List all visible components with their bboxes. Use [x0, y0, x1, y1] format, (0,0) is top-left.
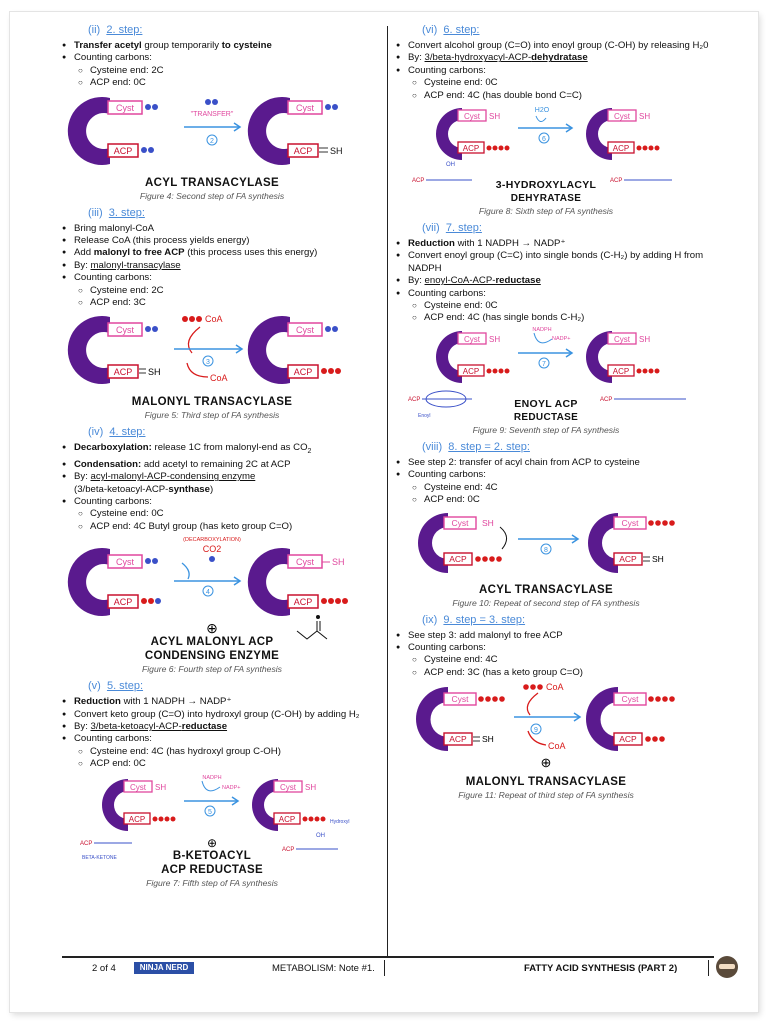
bullet: ● See step 2: transfer of acyl chain from ACP to cysteine: [396, 457, 716, 469]
enzyme-name-line2: ACP REDUCTASE: [161, 863, 263, 876]
figure-caption: Figure 4: Second step of FA synthesis: [139, 190, 285, 201]
svg-text:SH: SH: [305, 782, 317, 792]
page-footer: [62, 956, 714, 978]
svg-text:7: 7: [542, 360, 546, 368]
enzyme-name: ACYL TRANSACYLASE: [479, 583, 613, 596]
bullet: ● See step 3: add malonyl to free ACP: [396, 630, 716, 642]
bullet: ● Convert alcohol group (C=O) into enoyl group (C-OH) by releasing H₂0: [396, 40, 716, 52]
bullet: ● Reduction with 1 NADPH → NADP⁺: [62, 696, 382, 708]
svg-text:Enoyl: Enoyl: [418, 412, 431, 419]
svg-text:ACP: ACP: [610, 178, 623, 185]
cyst-label: Cyst: [116, 102, 134, 113]
svg-text:Cyst: Cyst: [116, 557, 134, 568]
svg-text:3: 3: [206, 359, 210, 367]
bullet: ● Counting carbons:: [62, 733, 382, 745]
svg-text:SH: SH: [482, 517, 494, 528]
svg-text:ACP: ACP: [408, 396, 421, 403]
enzyme-name: ACYL TRANSACYLASE: [145, 176, 279, 189]
svg-text:ACP: ACP: [619, 553, 637, 564]
step-8-section: [396, 441, 716, 608]
svg-text:H2O: H2O: [534, 107, 550, 115]
enzyme-name: MALONYL TRANSACYLASE: [131, 396, 293, 409]
svg-text:NADP+: NADP+: [552, 335, 571, 342]
svg-text:NADPH: NADPH: [202, 774, 222, 781]
figure-caption: Figure 5: Third step of FA synthesis: [144, 410, 280, 421]
sub-bullet: ○ ACP end: 3C: [62, 297, 382, 309]
figure-caption: Figure 11: Repeat of third step of FA synthesis: [458, 790, 634, 801]
step-circle-number: 2: [210, 137, 214, 145]
reaction-diagram: [396, 509, 696, 575]
figure-caption: Figure 9: Seventh step of FA synthesis: [472, 424, 620, 435]
svg-text:OH: OH: [316, 832, 325, 839]
svg-text:(DECARBOXYLATION): (DECARBOXYLATION): [183, 537, 241, 544]
svg-text:Cyst: Cyst: [621, 517, 639, 528]
figure-step-4: [62, 535, 362, 674]
svg-text:5: 5: [208, 808, 212, 816]
svg-text:SH: SH: [148, 367, 161, 378]
svg-text:Cyst: Cyst: [464, 334, 480, 344]
step-bullets: [396, 238, 716, 325]
sub-bullet: ○ Cysteine end: 0C: [396, 300, 716, 312]
bullet: ● Convert enoyl group (C=C) into single bonds (C-H₂) by adding H from NADPH: [396, 250, 716, 275]
svg-text:⊕: ⊕: [206, 835, 218, 850]
step-bullets: [396, 630, 716, 680]
reaction-diagram: [396, 681, 696, 769]
step-bullets: [396, 40, 716, 102]
svg-text:⊕: ⊕: [540, 755, 552, 770]
sub-bullet: ○ ACP end: 4C (has double bond C=C): [396, 90, 716, 102]
bullet: ● Counting carbons:: [62, 496, 382, 508]
figure-step-5: [62, 773, 362, 888]
svg-text:SH: SH: [155, 782, 167, 792]
right-column: [396, 24, 716, 806]
svg-text:ACP: ACP: [619, 734, 637, 745]
left-column: [62, 24, 382, 894]
bullet: ● Convert keto group (C=O) into hydroxyl group (C-OH) by adding H₂: [62, 709, 382, 721]
svg-text:ACP: ACP: [600, 396, 613, 403]
svg-text:CoA: CoA: [210, 373, 228, 384]
svg-text:Cyst: Cyst: [116, 325, 134, 336]
svg-text:ACP: ACP: [293, 367, 313, 378]
svg-text:ACP: ACP: [293, 597, 313, 608]
step-5-section: [62, 680, 382, 887]
svg-text:ACP: ACP: [462, 144, 480, 154]
enzyme-name: ENOYL ACP: [514, 397, 578, 410]
svg-text:Cyst: Cyst: [296, 557, 314, 568]
sub-bullet: ○ Cysteine end: 0C: [396, 77, 716, 89]
bullet: ● By: acyl-malonyl-ACP-condensing enzyme (3/beta-ketoacyl-ACP-synthase): [62, 471, 382, 496]
svg-text:8: 8: [544, 546, 548, 554]
svg-text:ACP: ACP: [449, 553, 467, 564]
step-4-section: [62, 426, 382, 674]
svg-text:4: 4: [206, 589, 210, 597]
bullet: ● Counting carbons:: [62, 52, 382, 64]
step-bullets: [396, 457, 716, 507]
bullet: ● Condensation: add acetyl to remaining 2C at ACP: [62, 459, 382, 471]
svg-text:SH: SH: [652, 553, 664, 564]
svg-text:SH: SH: [639, 334, 651, 344]
svg-text:ACP: ACP: [282, 846, 295, 853]
page-number: 2 of 4: [92, 963, 116, 974]
svg-text:6: 6: [542, 136, 546, 144]
step-heading: (iii) 3. step:: [88, 206, 145, 219]
sub-bullet: ○ ACP end: 3C (has a keto group C=O): [396, 667, 716, 679]
bullet: ● Release CoA (this process yields energy): [62, 235, 382, 247]
step-heading: (iv) 4. step:: [88, 426, 146, 439]
svg-text:Cyst: Cyst: [451, 694, 469, 705]
sub-bullet: ○ ACP end: 4C (has single bonds C-H₂): [396, 312, 716, 324]
enzyme-name: MALONYL TRANSACYLASE: [465, 776, 627, 789]
bullet: ● Decarboxylation: release 1C from malonyl-end as $CO_2$: [62, 442, 382, 458]
figure-step-8: [396, 509, 696, 608]
enzyme-name: ACYL MALONYL ACP: [150, 636, 274, 649]
step-bullets: [62, 442, 382, 533]
step-6-section: [396, 24, 716, 216]
svg-text:CO2: CO2: [202, 544, 222, 555]
svg-text:SH: SH: [332, 557, 345, 568]
svg-text:ACP: ACP: [293, 145, 313, 156]
reaction-diagram: [62, 92, 362, 170]
figure-step-6: [396, 104, 696, 216]
note-label: METABOLISM: Note #1.: [272, 963, 375, 974]
svg-text:ACP: ACP: [128, 814, 146, 824]
transfer-label: "TRANSFER": [190, 110, 234, 118]
acp-label: ACP: [113, 145, 133, 156]
svg-text:SH: SH: [489, 112, 501, 122]
bullet: ● Counting carbons:: [396, 642, 716, 654]
svg-text:Cyst: Cyst: [280, 782, 296, 792]
svg-text:CoA: CoA: [546, 682, 564, 693]
enzyme-name-line2: CONDENSING ENZYME: [144, 650, 280, 663]
step-title: 2. step:: [106, 24, 143, 36]
figure-caption: Figure 7: Fifth step of FA synthesis: [146, 877, 278, 888]
enzyme-name-line2: DEHYRATASE: [510, 193, 582, 205]
svg-text:SH: SH: [639, 112, 651, 122]
bullet: ● By: 3/beta-hydroxyacyl-ACP-dehydratase: [396, 52, 716, 64]
bullet: ● Add malonyl to free ACP (this process uses this energy): [62, 247, 382, 259]
sub-bullet: ○ ACP end: 0C: [62, 77, 382, 89]
figure-step-2: [62, 92, 362, 201]
svg-text:SH: SH: [489, 334, 501, 344]
bullet: ● Bring malonyl-CoA: [62, 223, 382, 235]
bullet: ● By: 3/beta-ketoacyl-ACP-reductase: [62, 721, 382, 733]
figure-caption: Figure 10: Repeat of second step of FA synthesis: [452, 597, 640, 608]
sub-bullet: ○ Cysteine end: 4C: [396, 482, 716, 494]
svg-text:ACP: ACP: [412, 178, 425, 185]
svg-text:NADPH: NADPH: [532, 326, 552, 333]
svg-text:ACP: ACP: [449, 734, 467, 745]
sub-bullet: ○ Cysteine end: 4C: [396, 654, 716, 666]
step-bullets: [62, 696, 382, 770]
svg-text:Cyst: Cyst: [451, 517, 469, 528]
svg-text:ACP: ACP: [612, 366, 630, 376]
sub-bullet: ○ Cysteine end: 2C: [62, 65, 382, 77]
svg-text:⊕: ⊕: [206, 620, 218, 637]
svg-text:ACP: ACP: [80, 840, 93, 847]
figure-caption: Figure 8: Sixth step of FA synthesis: [478, 206, 614, 217]
svg-text:ACP: ACP: [278, 814, 296, 824]
svg-text:Cyst: Cyst: [296, 102, 314, 113]
sub-bullet: ○ Cysteine end: 2C: [62, 285, 382, 297]
svg-text:Cyst: Cyst: [130, 782, 146, 792]
column-divider: [387, 26, 388, 956]
sub-bullet: ○ Cysteine end: 0C: [62, 508, 382, 520]
svg-text:Cyst: Cyst: [614, 112, 630, 122]
footer-title: FATTY ACID SYNTHESIS (PART 2): [524, 963, 678, 974]
svg-text:SH: SH: [482, 734, 494, 745]
reaction-diagram: [62, 311, 362, 389]
bullet: ● Transfer acetyl group temporarily to cysteine: [62, 40, 382, 52]
bullet: ● Counting carbons:: [62, 272, 382, 284]
svg-text:CoA: CoA: [548, 741, 566, 752]
sub-bullet: ○ ACP end: 0C: [396, 494, 716, 506]
step-heading: (vi) 6. step:: [422, 24, 480, 36]
svg-text:Cyst: Cyst: [464, 112, 480, 122]
step-heading: (v) 5. step:: [88, 680, 144, 693]
enzyme-name: B-KETOACYL: [172, 849, 252, 862]
bullet: ● Counting carbons:: [396, 288, 716, 300]
figure-step-3: [62, 311, 362, 420]
sub-bullet: ○ ACP end: 4C Butyl group (has keto group C=O): [62, 521, 382, 533]
bullet: ● Counting carbons:: [396, 469, 716, 481]
step-heading: (ix) 9. step = 3. step:: [422, 613, 526, 626]
svg-text:ACP: ACP: [113, 597, 133, 608]
bullet: ● Counting carbons:: [396, 65, 716, 77]
svg-text:Hydroxyl: Hydroxyl: [330, 818, 350, 825]
ninja-mascot-icon: [716, 956, 738, 978]
enzyme-name-line2: REDUCTASE: [513, 411, 579, 423]
svg-text:ACP: ACP: [113, 367, 133, 378]
svg-text:ACP: ACP: [612, 144, 630, 154]
svg-text:NADP+: NADP+: [222, 784, 241, 791]
svg-text:CoA: CoA: [205, 314, 223, 325]
step-bullets: [62, 223, 382, 310]
step-9-section: [396, 614, 716, 801]
step-2-section: [62, 24, 382, 201]
bullet: ● By: malonyl-transacylase: [62, 260, 382, 272]
svg-text:Cyst: Cyst: [296, 325, 314, 336]
svg-text:9: 9: [534, 727, 538, 735]
svg-text:OH: OH: [446, 162, 455, 169]
svg-text:SH: SH: [330, 145, 343, 156]
step-3-section: [62, 207, 382, 421]
step-bullets: [62, 40, 382, 90]
enzyme-name: 3-HYDROXYLACYL: [495, 179, 597, 192]
step-heading: [88, 24, 382, 36]
sub-bullet: ○ Cysteine end: 4C (has hydroxyl group C-OH): [62, 746, 382, 758]
bullet: ● Reduction with 1 NADPH → NADP⁺: [396, 238, 716, 250]
svg-text:Cyst: Cyst: [614, 334, 630, 344]
sub-bullet: ○ ACP end: 0C: [62, 758, 382, 770]
step-number: (ii): [88, 24, 101, 36]
brand-logo: NINJA NERD: [134, 962, 194, 974]
bullet: ● By: enoyl-CoA-ACP-reductase: [396, 275, 716, 287]
figure-step-7: [396, 327, 696, 435]
figure-caption: Figure 6: Fourth step of FA synthesis: [142, 664, 282, 675]
svg-text:Cyst: Cyst: [621, 694, 639, 705]
figure-step-9: [396, 681, 696, 800]
step-7-section: [396, 222, 716, 435]
step-heading: (viii) 8. step = 2. step:: [422, 440, 530, 453]
svg-text:BETA-KETONE: BETA-KETONE: [82, 854, 117, 861]
svg-text:ACP: ACP: [462, 366, 480, 376]
step-heading: (vii) 7. step:: [422, 222, 482, 235]
